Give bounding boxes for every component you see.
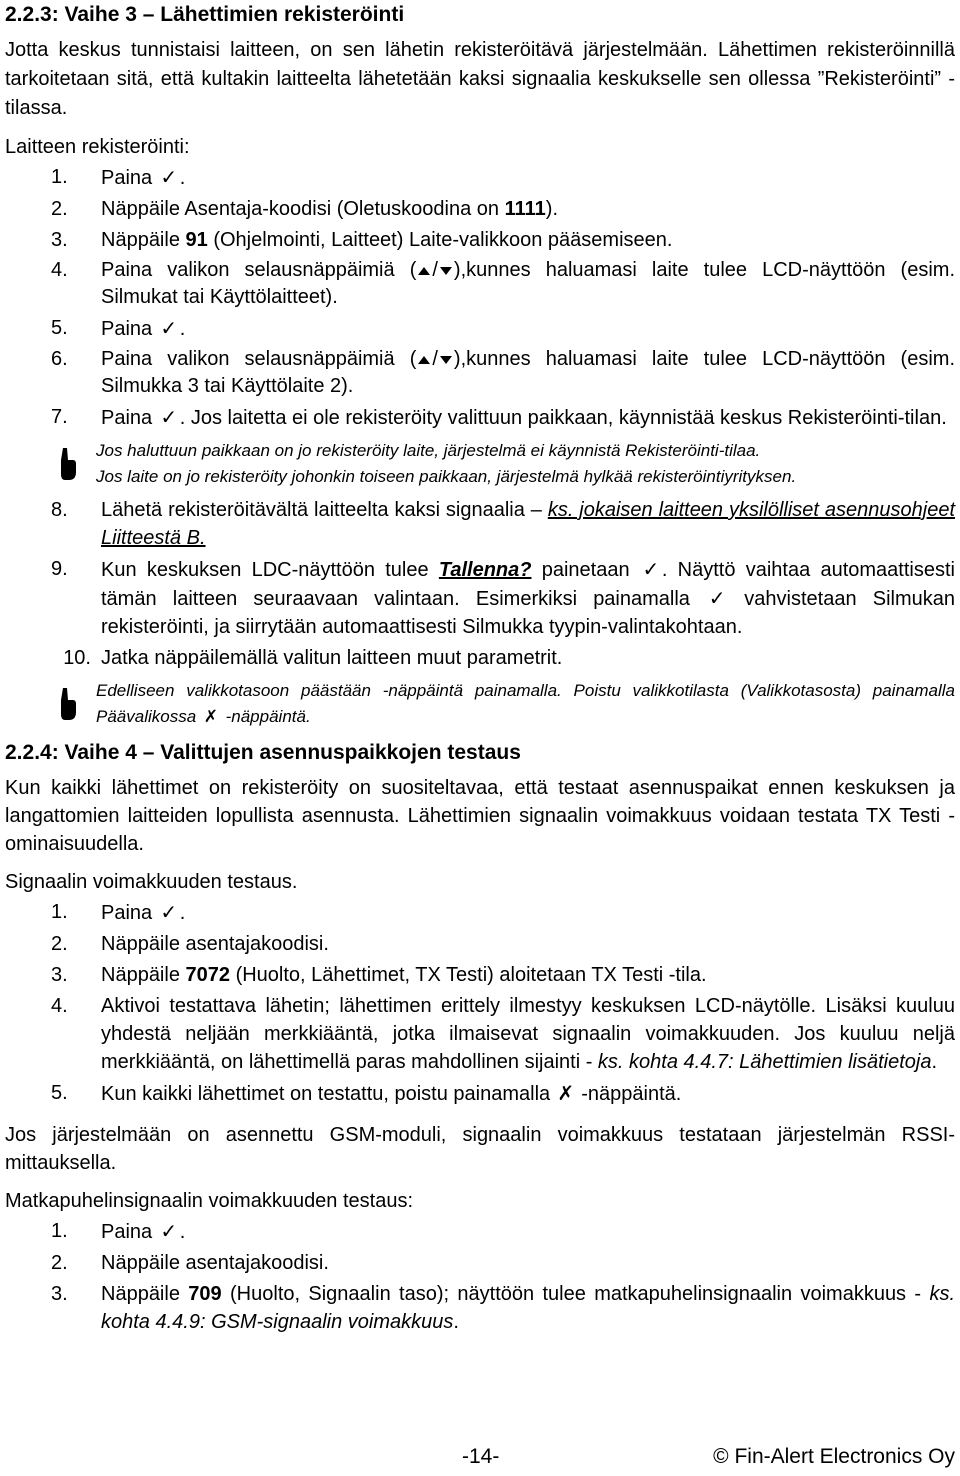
arrow-down-icon bbox=[440, 267, 452, 275]
registration-steps bbox=[5, 163, 955, 432]
note-registration bbox=[5, 438, 955, 490]
arrow-up-icon bbox=[418, 356, 430, 364]
cross-icon: ✗ bbox=[557, 1081, 575, 1105]
check-icon: ✓ bbox=[642, 557, 660, 581]
list-item: 3. Näppäile 91 (Ohjelmointi, Laitteet) Laite-valikkoon pääsemiseen. bbox=[51, 229, 673, 251]
check-icon: ✓ bbox=[160, 1219, 178, 1243]
copyright-notice: © Fin-Alert Electronics Oy bbox=[713, 1445, 955, 1468]
check-icon: ✓ bbox=[708, 586, 726, 610]
arrow-down-icon bbox=[440, 356, 452, 364]
list-item: 1. Paina ✓ . bbox=[51, 900, 186, 924]
cross-icon: ✗ bbox=[203, 707, 219, 727]
pointing-hand-icon bbox=[59, 686, 77, 722]
pointing-hand-icon bbox=[59, 446, 77, 482]
note-line: Jos laite on jo rekisteröity johonkin toiseen paikkaan, järjestelmä hylkää rekisteröintiyrityksen. bbox=[96, 467, 797, 486]
list-item: 5. Paina ✓ . bbox=[51, 316, 186, 340]
document-page bbox=[5, 0, 955, 1339]
check-icon: ✓ bbox=[160, 316, 178, 340]
list-item: 1. Paina ✓ . bbox=[51, 165, 186, 189]
list-title: Signaalin voimakkuuden testaus. bbox=[5, 871, 298, 893]
list-title: Matkapuhelinsignaalin voimakkuuden testaus: bbox=[5, 1190, 414, 1212]
list-item: 4. Aktivoi testattava lähetin; lähettimen erittely ilmestyy keskuksen LCD-näytölle. Lisäksi kuuluu yhdestä neljään merkkiääntä, jotka ilmaisevat signaalin voimakkuuden. Jos kuuluu neljä merkkiääntä, on lähettimellä paras mahdollinen sijainti - ks. kohta 4.4.7: Lähettimien lisätietoja. bbox=[51, 995, 955, 1073]
section-heading-vaihe3: 2.2.3: Vaihe 3 – Lähettimien rekisteröinti bbox=[5, 3, 405, 26]
list-item: 2. Näppäile asentajakoodisi. bbox=[51, 1252, 329, 1274]
signal-test-steps bbox=[5, 898, 955, 1108]
list-item: 7. Paina ✓ . Jos laitetta ei ole rekisteröity valittuun paikkaan, käynnistää keskus Rekisteröinti-tilan. bbox=[51, 405, 947, 429]
arrow-up-icon bbox=[418, 267, 430, 275]
check-icon: ✓ bbox=[160, 165, 178, 189]
intro-paragraph: Jotta keskus tunnistaisi laitteen, on sen lähetin rekisteröitävä järjestelmään. Lähettimen rekisteröinnillä tarkoitetaan sitä, että kultakin laitteelta lähetetään kaksi signaalia keskukselle sen ollessa ”Rekisteröinti” -tilassa. bbox=[5, 39, 955, 119]
registration-steps-cont bbox=[5, 496, 955, 672]
list-item: 1. Paina ✓ . bbox=[51, 1219, 186, 1243]
list-item: 2. Näppäile asentajakoodisi. bbox=[51, 933, 329, 955]
list-title: Laitteen rekisteröinti: bbox=[5, 136, 190, 158]
page-footer bbox=[0, 1443, 955, 1473]
list-item: 3. Näppäile 7072 (Huolto, Lähettimet, TX Testi) aloitetaan TX Testi -tila. bbox=[51, 964, 707, 986]
note-menu-exit: Edelliseen valikkotasoon päästään -näppäintä painamalla. Poistu valikkotilasta (Valikkotasosta) painamalla Päävalikossa ✗ -näppäintä. bbox=[5, 678, 955, 730]
list-item: 5. Kun kaikki lähettimet on testattu, poistu painamalla ✗ -näppäintä. bbox=[51, 1081, 682, 1105]
list-item: 3. Näppäile 709 (Huolto, Signaalin taso); näyttöön tulee matkapuhelinsignaalin voimakkuus - ks. kohta 4.4.9: GSM-signaalin voimakkuus. bbox=[51, 1283, 955, 1333]
list-item: 2. Näppäile Asentaja-koodisi (Oletuskoodina on 1111). bbox=[51, 198, 558, 220]
list-item: 6. Paina valikon selausnäppäimiä ( / ),kunnes haluamasi laite tulee LCD-näyttöön (esim. Silmukka 3 tai Käyttölaite 2). bbox=[51, 348, 955, 397]
list-item: 8. Lähetä rekisteröitävältä laitteelta kaksi signaalia – ks. jokaisen laitteen yksilölliset asennusohjeet Liitteestä B. bbox=[51, 499, 955, 549]
list-item: 9. Kun keskuksen LDC-näyttöön tulee Tallenna? painetaan ✓ . Näyttö vaihtaa automaattisesti tämän laitteen seuraavaan valintaan. Esimerkiksi painamalla ✓ vahvistetaan Silmukan rekisteröinti, ja siirrytään automaattisesti Silmukka tyypin-valintakohtaan. bbox=[51, 557, 955, 638]
gsm-test-steps bbox=[5, 1217, 955, 1336]
gsm-paragraph: Jos järjestelmään on asennettu GSM-moduli, signaalin voimakkuus testataan järjestelmän RSSI-mittauksella. bbox=[5, 1124, 955, 1174]
intro-paragraph: Kun kaikki lähettimet on rekisteröity on suositeltavaa, että testaat asennuspaikat ennen keskuksen ja langattomien laitteiden lopullista asennusta. Lähettimien signaalin voimakkuus voidaan testata TX Testi -ominaisuudella. bbox=[5, 777, 955, 855]
section-heading-vaihe4: 2.2.4: Vaihe 4 – Valittujen asennuspaikkojen testaus bbox=[5, 741, 521, 764]
reference-link[interactable]: ks. jokaisen laitteen yksilölliset asennusohjeet Liitteestä B. bbox=[101, 499, 955, 549]
check-icon: ✓ bbox=[160, 405, 178, 429]
page-number: -14- bbox=[462, 1445, 500, 1468]
list-item: 4. Paina valikon selausnäppäimiä ( / ),kunnes haluamasi laite tulee LCD-näyttöön (esim. Silmukat tai Käyttölaitteet). bbox=[51, 259, 955, 308]
note-line: Jos haluttuun paikkaan on jo rekisteröity laite, järjestelmä ei käynnistä Rekisteröinti-tilaa. bbox=[96, 441, 761, 460]
check-icon: ✓ bbox=[160, 900, 178, 924]
list-item: 10. Jatka näppäilemällä valitun laitteen muut parametrit. bbox=[63, 647, 563, 669]
